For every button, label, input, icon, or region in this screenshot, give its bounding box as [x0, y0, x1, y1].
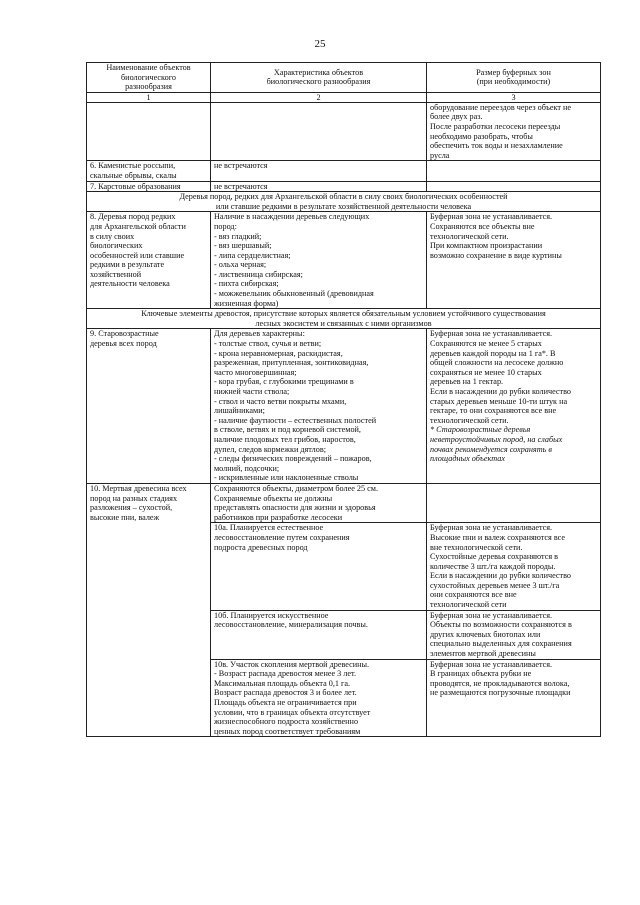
text-line: неветроустойчивых пород, на слабых — [430, 434, 563, 444]
row8-buffer — [427, 212, 601, 309]
text-line: Сохраняемые объекты не должны — [214, 493, 333, 503]
text-line: При компактном произрастании — [430, 241, 543, 251]
text-line: - Возраст распада древостоя менее 3 лет. — [214, 669, 357, 679]
row9-name — [87, 329, 211, 484]
text-line: Буферная зона не устанавливается. — [430, 610, 553, 620]
row9-buffer-text — [430, 329, 597, 425]
text-line: Наименование объектов — [106, 63, 191, 72]
text-line: нижней части ствола; — [214, 387, 290, 396]
text-line: Высокие пни и валеж сохраняются все — [430, 532, 566, 542]
text-line: деятельности человека — [90, 279, 170, 289]
text-line: сохраняться не менее 10 старых — [430, 367, 542, 377]
text-line: 8. Деревья пород редких — [90, 212, 176, 222]
table-row-6 — [87, 161, 601, 181]
row10a-characteristic — [211, 523, 427, 610]
text-line: Ключевые элементы древостоя, присутствие которых является обязательным условием устойчивого существования — [141, 309, 546, 319]
text-line: высокие пни, валеж — [90, 512, 160, 522]
text-line: - крона неравномерная, раскидистая, — [214, 348, 343, 358]
text-line: в силу своих — [90, 231, 135, 241]
text-line: общей сложности на лесосеке должно — [430, 358, 564, 368]
text-line: - вяз шершавый; — [214, 241, 272, 251]
text-line: разреженная, притупленная, зонтиковидная, — [214, 358, 369, 368]
text-line: для Архангельской области — [90, 221, 186, 231]
text-line: (при необходимости) — [476, 77, 551, 87]
text-line: технологической сети — [430, 600, 507, 610]
text-line: 10в. Участок скопления мертвой древесины. — [214, 659, 370, 669]
text-line: Сохраняются не менее 5 старых — [430, 339, 542, 349]
text-line: деревья всех пород — [90, 339, 157, 349]
text-line: Характеристика объектов — [273, 67, 364, 77]
table-row-10 — [87, 483, 601, 522]
text-line: 10а. Планируется естественное — [214, 523, 324, 533]
text-line: Сохраняются объекты, диаметром более 25 см. — [214, 483, 379, 493]
text-line: деревьев каждой породы на 1 га*. В — [430, 348, 556, 358]
text-line: сухостойных деревьев менее 3 шт./га — [430, 580, 560, 590]
text-line: элементов мертвой древесины — [430, 649, 536, 659]
text-line: В границах объекта рубки не — [430, 669, 532, 679]
column-number-row — [87, 92, 601, 102]
text-line: ценных пород соответствует требованиям — [214, 726, 361, 736]
text-line: в стволе, ветвях и под корневой системой, — [214, 425, 361, 435]
text-line: необходимо разобрать, чтобы — [430, 131, 533, 141]
row7-characteristic: не встречаются — [211, 181, 427, 192]
text-line: редкими в результате — [90, 260, 165, 270]
text-line: деревьев на 1 гектар. — [430, 377, 504, 387]
text-line: * Старовозрастные деревья — [430, 425, 531, 435]
text-line: Буферная зона не устанавливается. — [430, 659, 553, 669]
text-line: Размер буферных зон — [476, 67, 551, 77]
text-line: почвах рекомендуется сохранять в — [430, 444, 552, 454]
section-heading-rare-trees — [87, 192, 601, 212]
table-row-continuation — [87, 102, 601, 161]
text-line: более двух раз. — [430, 112, 483, 122]
text-line: молний, подсочки; — [214, 463, 280, 473]
text-line: возможно сохранение в виде куртины — [430, 250, 562, 260]
table-row-8 — [87, 212, 601, 309]
text-line: Сухостойные деревья сохраняются в — [430, 552, 559, 562]
text-line: представлять опасности для жизни и здоровья — [214, 503, 376, 513]
text-line: лишайниками; — [214, 406, 265, 416]
text-line: хозяйственной — [90, 269, 142, 279]
text-line: особенностей или ставшие — [90, 250, 185, 260]
text-line: Деревья пород, редких для Архангельской области в силу своих биологических особенностей — [179, 192, 508, 202]
text-line: биологического — [121, 72, 176, 82]
text-line: гектаре, то они сохраняются все вне — [430, 406, 557, 416]
text-line: русла — [430, 150, 450, 160]
text-line: После разработки лесосеки переезды — [430, 121, 561, 131]
text-line: Возраст распада древостоя 3 и более лет. — [214, 688, 357, 698]
text-line: пород на разных стадиях — [90, 493, 178, 503]
text-line: жизненная форма) — [214, 298, 279, 308]
text-line: Буферная зона не устанавливается. — [430, 212, 553, 222]
text-line: вне технологической сети. — [430, 542, 523, 552]
text-line: Площадь объекта не ограничивается при — [214, 698, 357, 707]
col-number-1: 1 — [87, 92, 211, 102]
text-line: лесовосстановление путем сохранения — [214, 532, 350, 542]
header-col3 — [427, 63, 601, 93]
col-number-3: 3 — [427, 92, 601, 102]
text-line: специально выделенных для сохранения — [430, 639, 572, 649]
table-row-9 — [87, 329, 601, 484]
text-line: подроста древесных пород — [214, 542, 308, 552]
text-line: Сохраняются все объекты вне — [430, 221, 535, 231]
section2-text — [87, 309, 601, 329]
biodiversity-table — [86, 62, 601, 737]
text-line: биологических — [90, 241, 143, 251]
text-line: - лиственница сибирская; — [214, 269, 303, 279]
text-line: Объекты по возможности сохраняются в — [430, 620, 572, 630]
text-line: технологической сети. — [430, 415, 509, 425]
text-line: - можжевельник обыкновенный (древовидная — [214, 289, 374, 299]
text-line: Наличие в насаждении деревьев следующих — [214, 212, 370, 222]
text-line: старых деревьев меньше 10-ти штук на — [430, 396, 568, 406]
text-line: Если в насаждении до рубки количество — [430, 571, 572, 581]
row10b-buffer — [427, 610, 601, 659]
text-line: - наличие фаутности – естественных полостей — [214, 415, 377, 425]
text-line: 6. Каменистые россыпи, — [90, 161, 176, 171]
row6-characteristic: не встречаются — [211, 161, 427, 181]
text-line: Для деревьев характерны: — [214, 329, 305, 339]
text-line: Если в насаждении до рубки количество — [430, 387, 572, 396]
text-line: - следы физических повреждений – пожаров, — [214, 454, 372, 464]
text-line: оборудование переездов через объект не — [430, 102, 572, 112]
text-line: часто многовершинная; — [214, 367, 297, 377]
row6-name — [87, 161, 211, 181]
row8-name — [87, 212, 211, 309]
text-line: пород: — [214, 221, 237, 231]
text-line: Буферная зона не устанавливается. — [430, 329, 553, 339]
text-line: наличие плодовых тел грибов, наростов, — [214, 434, 356, 444]
header-col2 — [211, 63, 427, 93]
text-line: - кора грубая, с глубокими трещинами в — [214, 377, 354, 387]
text-line: скальные обрывы, скалы — [90, 170, 177, 180]
row10c-characteristic — [211, 659, 427, 737]
text-line: Буферная зона не устанавливается. — [430, 523, 553, 533]
text-line: 10б. Планируется искусственное — [214, 610, 329, 620]
text-line: - искривленные или наклоненные стволы — [214, 473, 359, 483]
text-line: не размещаются погрузочные площадки — [430, 688, 571, 698]
table-header-row — [87, 63, 601, 93]
text-line: - толстые ствол, сучья и ветви; — [214, 339, 322, 349]
col-number-2: 2 — [211, 92, 427, 102]
text-line: технологической сети. — [430, 231, 509, 241]
text-line: биологического разнообразия — [266, 77, 371, 87]
continuation-col3 — [427, 102, 601, 161]
row7-name: 7. Карстовые образования — [87, 181, 211, 192]
row9-characteristic — [211, 329, 427, 484]
text-line: - ствол и часто ветви покрыты мхами, — [214, 396, 347, 406]
row8-characteristic — [211, 212, 427, 309]
text-line: лесных экосистем и связанных с ними организмов — [255, 318, 432, 328]
row10a-buffer — [427, 523, 601, 610]
text-line: - липа сердцелистная; — [214, 250, 291, 260]
text-line: разнообразия — [125, 82, 172, 92]
text-line: проводятся, не прокладываются волока, — [430, 678, 570, 688]
row10b-characteristic — [211, 610, 427, 659]
row9-buffer-note — [430, 425, 597, 463]
text-line: - вяз гладкий; — [214, 231, 262, 241]
row10-characteristic — [211, 483, 427, 522]
text-line: условии, что в границах объекта отсутствует — [214, 707, 371, 717]
text-line: они сохраняются все вне — [430, 590, 517, 600]
page-number: 25 — [314, 38, 326, 50]
row10c-buffer — [427, 659, 601, 737]
row10-name — [87, 483, 211, 736]
text-line: Максимальная площадь объекта 0,1 га. — [214, 678, 351, 688]
section-heading-key-elements — [87, 309, 601, 329]
text-line: площадных объектах — [430, 454, 506, 464]
text-line: количестве 3 шт./га каждой породы. — [430, 561, 556, 571]
text-line: - пихта сибирская; — [214, 279, 279, 289]
text-line: дупел, следов кормежки дятлов; — [214, 444, 327, 454]
text-line: обеспечить ток воды и незахламление — [430, 141, 563, 151]
text-line: разложения – сухостой, — [90, 503, 173, 513]
text-line: других ключевых биотопах или — [430, 629, 541, 639]
text-line: 9. Старовозрастные — [90, 329, 159, 339]
text-line: - ольха черная; — [214, 260, 267, 270]
text-line: или ставшие редкими в результате хозяйственной деятельности человека — [215, 201, 472, 211]
text-line: жизнеспособного подроста хозяйственно — [214, 717, 359, 727]
row9-buffer — [427, 329, 601, 484]
header-col1 — [87, 63, 211, 93]
text-line: лесовосстановление, минерализация почвы. — [214, 620, 368, 630]
text-line: 10. Мертвая древесина всех — [90, 483, 187, 493]
table-row-7 — [87, 181, 601, 192]
text-line: работников при разработке лесосеки — [214, 512, 343, 522]
section1-text — [87, 192, 601, 212]
